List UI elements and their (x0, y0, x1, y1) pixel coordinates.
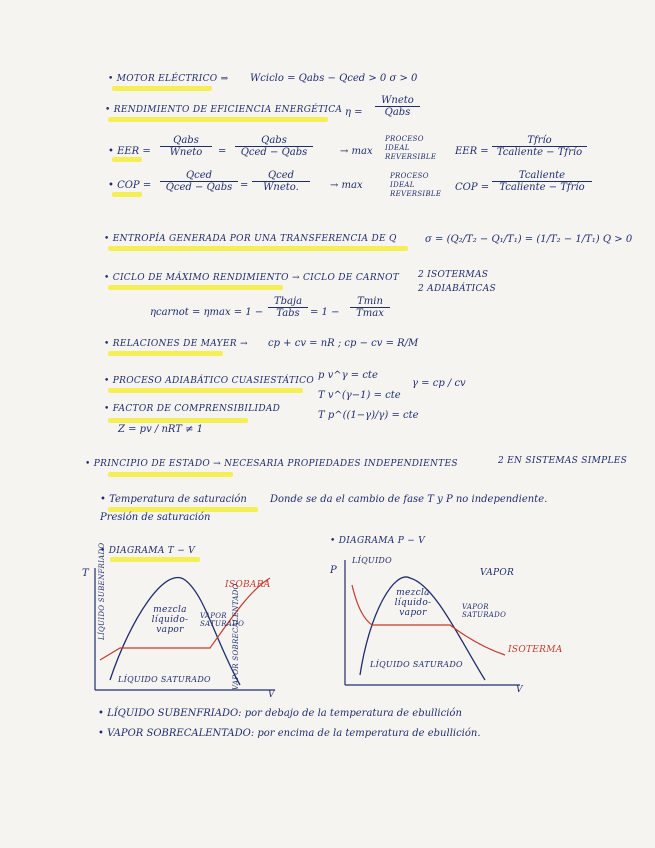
pv-y-label: P (330, 565, 337, 576)
cop-frac1-num: Qced (160, 170, 238, 182)
carnot-tabs: Tabs (276, 308, 300, 319)
pv-isoterma: ISOTERMA (508, 645, 563, 655)
eer-tfrio: Tfrío (492, 135, 587, 147)
tv-isobara: ISOBARA (225, 580, 271, 590)
eer-equation-label: EER = (455, 146, 489, 157)
carnot-tbaja: Tbaja (268, 296, 308, 308)
mayer-equation: cp + cv = nR ; cp − cv = R/M (268, 338, 419, 349)
tsat-note: Donde se da el cambio de fase T y P no independiente. (270, 494, 548, 505)
eer-frac2-num: Qabs (235, 135, 313, 147)
tv-vapor-saturado: VAPOR SATURADO (200, 612, 245, 628)
cop-label: • COP = (108, 180, 152, 191)
adiabatico-eq-2: T v^(γ−1) = cte (318, 390, 401, 401)
tv-liquido-subenfriado: LÍQUIDO SUBENFRIADO (98, 542, 106, 640)
eer-tdiff: Tcaliente − Tfrío (496, 147, 583, 158)
pv-mezcla: mezcla líquido-vapor (394, 588, 432, 618)
rendimiento-title: • RENDIMIENTO DE EFICIENCIA ENERGÉTICA (105, 105, 343, 115)
pv-x-label: V (516, 685, 523, 695)
tv-mezcla: mezcla líquido-vapor (151, 605, 189, 635)
cop-max: → max (330, 180, 363, 191)
tsat-label: • Temperatura de saturación (100, 494, 247, 505)
entropia-equation: σ = (Q₂/T₂ − Q₁/T₁) = (1/T₂ − 1/T₁) Q > 0 (425, 234, 633, 245)
eer-max: → max (340, 146, 373, 157)
cop-frac2-num: Qced (252, 170, 310, 182)
eer-frac2-den: Qced − Qabs (240, 147, 308, 158)
psat-label: Presión de saturación (100, 512, 211, 523)
carnot-tmin: Tmin (350, 296, 390, 308)
carnot-mid: = 1 − (310, 307, 340, 318)
ciclo-note-2: 2 ADIABÁTICAS (418, 284, 496, 294)
tv-y-label: T (82, 568, 89, 579)
factor-title: • FACTOR DE COMPRENSIBILIDAD (104, 404, 281, 414)
diagrama-pv-title: • DIAGRAMA P − V (330, 536, 426, 546)
eta-label: η = (345, 107, 363, 118)
pv-vapor: VAPOR (480, 568, 515, 578)
eta-denominator: Qabs (384, 107, 411, 118)
eer-frac1-num: Qabs (160, 135, 212, 147)
tv-x-label: V (268, 690, 275, 700)
entropia-title: • ENTROPÍA GENERADA POR UNA TRANSFERENCIA DE Q (104, 234, 397, 244)
cop-frac2-den: Wneto. (263, 182, 299, 193)
estado-note: 2 EN SISTEMAS SIMPLES (498, 456, 628, 466)
adiabatico-title: • PROCESO ADIABÁTICO CUASIESTÁTICO (104, 376, 315, 386)
gamma-equation: γ = cp / cv (412, 378, 466, 389)
carnot-equation: ηcarnot = ηmax = 1 − (150, 307, 264, 318)
motor-label: • MOTOR ELÉCTRICO ⇒ (108, 74, 229, 84)
eer-label: • EER = (108, 146, 151, 157)
tv-liquido-saturado: LÍQUIDO SATURADO (118, 675, 211, 684)
ciclo-title: • CICLO DE MÁXIMO RENDIMIENTO → CICLO DE CARNOT (104, 273, 400, 283)
diagrama-tv-title: • DIAGRAMA T − V (100, 546, 196, 556)
adiabatico-eq-3: T p^((1−γ)/γ) = cte (318, 410, 419, 421)
liquido-subenfriado-note: • LÍQUIDO SUBENFRIADO: por debajo de la temperatura de ebullición (98, 708, 462, 719)
estado-title: • PRINCIPIO DE ESTADO → NECESARIA PROPIEDADES INDEPENDIENTES (85, 459, 458, 469)
adiabatico-eq-1: p v^γ = cte (318, 370, 378, 381)
z-equation: Z = pv / nRT ≠ 1 (118, 424, 204, 435)
cop-frac1-den: Qced − Qabs (165, 182, 233, 193)
cop-equation-label: COP = (455, 182, 490, 193)
pv-liquido-saturado: LÍQUIDO SATURADO (370, 660, 463, 669)
motor-equation: Wciclo = Qabs − Qced > 0 σ > 0 (250, 73, 418, 84)
proceso-ideal-note: PROCESO IDEAL REVERSIBLE (390, 172, 442, 198)
pv-vapor-saturado: VAPOR SATURADO (462, 603, 507, 619)
cop-tcal: Tcaliente (492, 170, 592, 182)
carnot-tmax: Tmax (356, 308, 384, 319)
cop-tdiff: Tcaliente − Tfrío (499, 182, 585, 193)
eta-numerator: Wneto (375, 95, 420, 107)
eer-frac1-den: Wneto (169, 147, 203, 158)
mayer-title: • RELACIONES DE MAYER → (104, 339, 248, 349)
equals: = (218, 146, 227, 157)
proceso-ideal-note: PROCESO IDEAL REVERSIBLE (385, 135, 437, 161)
equals: = (240, 180, 249, 191)
pv-liquido: LÍQUIDO (352, 556, 393, 565)
vapor-sobrecalentado-note: • VAPOR SOBRECALENTADO: por encima de la temperatura de ebullición. (98, 728, 481, 739)
ciclo-note-1: 2 ISOTERMAS (418, 270, 489, 280)
tv-vapor-sobrecalentado: VAPOR SOBRECALENTADO (232, 583, 240, 690)
